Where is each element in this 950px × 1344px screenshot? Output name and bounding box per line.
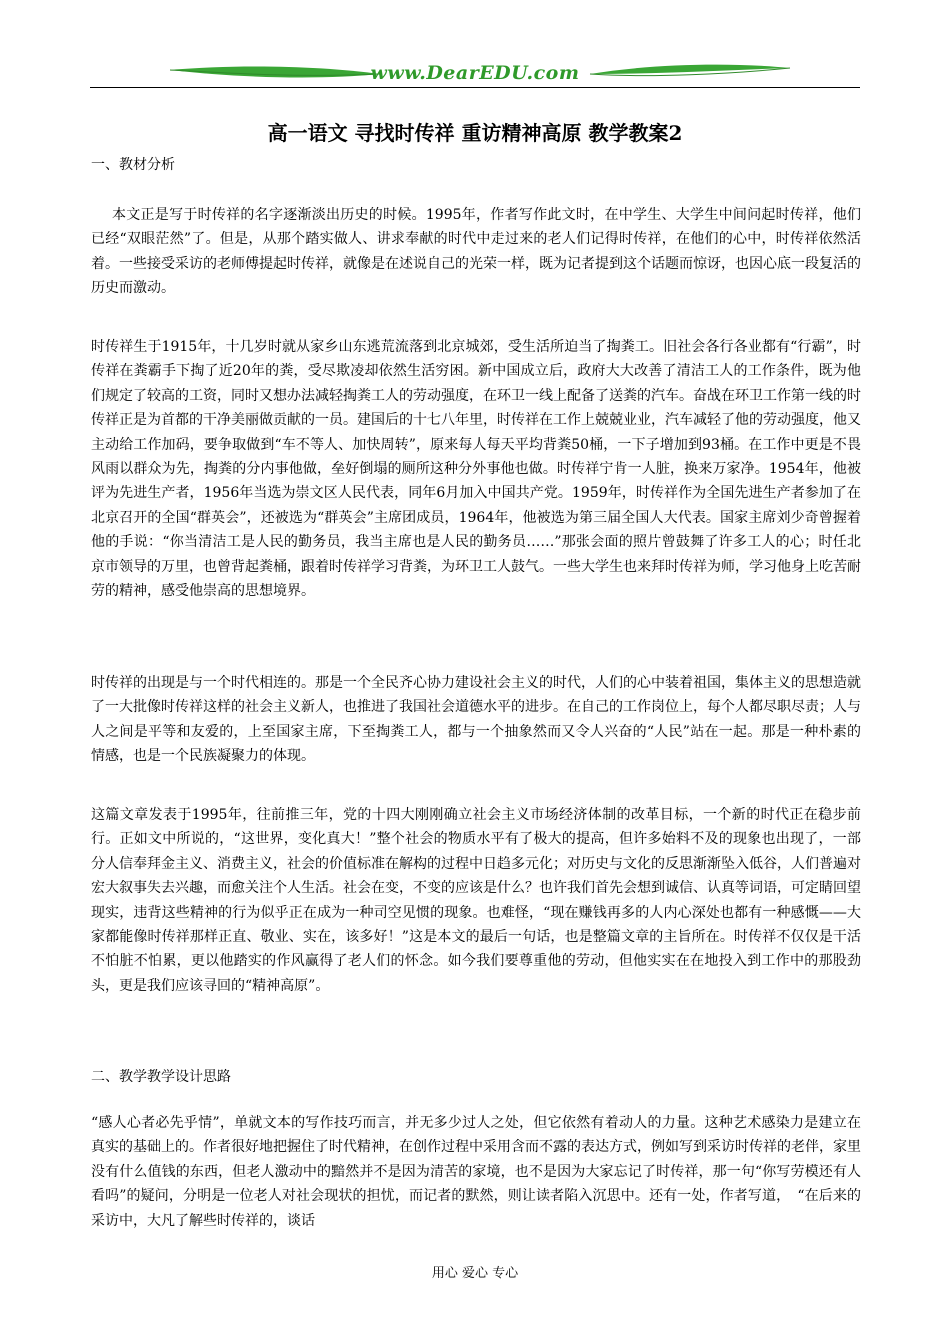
section-heading-2: 二、教学教学设计思路 <box>91 1069 231 1085</box>
paragraph-1: 本文正是写于时传祥的名字逐渐淡出历史的时候。1995年，作者写作此文时，在中学生、大学生中间问起时传祥，他们已经“双眼茫然”了。但是，从那个踏实做人、讲求奉献的时代中走过来的老人们记得时传祥，在他们的心中，时传祥依然活着。一些接受采访的老师傅提起时传祥，就像是在述说自己的光荣一样，既为记者提到这个话题而惊讶，也因心底一段复活的历史而激动。 <box>91 207 861 297</box>
page-title: 高一语文 寻找时传祥 重访精神高原 教学教案2 <box>267 121 683 145</box>
paragraph-3: 时传祥的出现是与一个时代相连的。那是一个全民齐心协力建设社会主义的时代，人们的心中装着祖国，集体主义的思想造就了一大批像时传祥这样的社会主义新人，也推进了我国社会道德水平的进步。在自己的工作岗位上，每个人都尽职尽责；人与人之间是平等和友爱的，上至国家主席，下至掏粪工人，都与一个抽象然而又令人兴奋的“人民”站在一起。那是一种朴素的情感，也是一个民族凝聚力的体现。 <box>91 675 861 765</box>
header-divider <box>90 87 860 88</box>
paragraph-4: 这篇文章发表于1995年，往前推三年，党的十四大刚刚确立社会主义市场经济体制的改革目标，一个新的时代正在稳步前行。正如文中所说的，“这世界，变化真大！”整个社会的物质水平有了极大的提高，但许多始料不及的现象也出现了，一部分人信奉拜金主义、消费主义，社会的价值标准在解构的过程中日趋多元化；对历史与文化的反思渐渐坠入低谷，人们普遍对宏大叙事失去兴趣，而愈关注个人生活。社会在变，不变的应该是什么？也许我们首先会想到诚信、认真等词语，可定睛回望现实，违背这些精神的行为似乎正在成为一种司空见惯的现象。也难怪，“现在赚钱再多的人内心深处也都有一种感慨——大家都能像时传祥那样正直、敬业、实在，该多好！”这是本文的最后一句话，也是整篇文章的主旨所在。时传祥不仅仅是干活不怕脏不怕累，更以他踏实的作风赢得了老人们的怀念。如今我们要尊重他的劳动，但他实实在在地投入到工作中的那股劲头，更是我们应该寻回的“精神高原”。 <box>91 807 861 994</box>
section-heading-1: 一、教材分析 <box>91 157 175 173</box>
paragraph-2: 时传祥生于1915年，十几岁时就从家乡山东逃荒流落到北京城郊，受生活所迫当了掏粪工。旧社会各行各业都有“行霸”，时传祥在粪霸手下掏了近20年的粪，受尽欺凌却依然生活穷困。新中国成立后，政府大大改善了清洁工人的工作条件，既为他们规定了较高的工资，同时又想办法减轻掏粪工人的劳动强度，在环卫一线上配备了送粪的汽车。奋战在环卫工作第一线的时传祥正是为首都的干净美丽做贡献的一员。建国后的十七八年里，时传祥在工作上兢兢业业，汽车减轻了他的劳动强度，他又主动给工作加码，要争取做到“车不等人、加快周转”，原来每人每天平均背粪50桶，一下子增加到93桶。在工作中更是不畏风雨以群众为先，掏粪的分内事他做，垒好倒塌的厕所这种分外事他也做。时传祥宁肯一人脏，换来万家净。1954年，他被评为先进生产者，1956年当选为崇文区人民代表，同年6月加入中国共产党。1959年，时传祥作为全国先进生产者参加了在北京召开的全国“群英会”，还被选为“群英会”主席团成员，1964年，他被选为第三届全国人大代表。国家主席刘少奇曾握着他的手说：“你当清洁工是人民的勤务员，我当主席也是人民的勤务员……”那张会面的照片曾鼓舞了许多工人的心；时任北京市领导的万里，也曾背起粪桶，跟着时传祥学习背粪，为环卫工人鼓气。一些大学生也来拜时传祥为师，学习他身上吃苦耐劳的精神，感受他崇高的思想境界。 <box>91 339 861 600</box>
page-footer: 用心 爱心 专心 <box>431 1266 519 1281</box>
paragraph-5: “感人心者必先乎情”，单就文本的写作技巧而言，并无多少过人之处，但它依然有着动人的力量。这种艺术感染力是建立在真实的基础上的。作者很好地把握住了时代精神，在创作过程中采用含而不露的表达方式，例如写到采访时传祥的老伴，家里没有什么值钱的东西，但老人激动中的黯然并不是因为清苦的家境，也不是因为大家忘记了时传祥，那一句“你写劳模还有人看吗”的疑问，分明是一位老人对社会现状的担忧，而记者的默然，则让读者陷入沉思中。还有一处，作者写道， “在后来的采访中，大凡了解些时传祥的，谈话 <box>91 1115 861 1229</box>
site-header <box>90 58 860 90</box>
site-url[interactable]: www.DearEDU.com <box>370 62 580 84</box>
